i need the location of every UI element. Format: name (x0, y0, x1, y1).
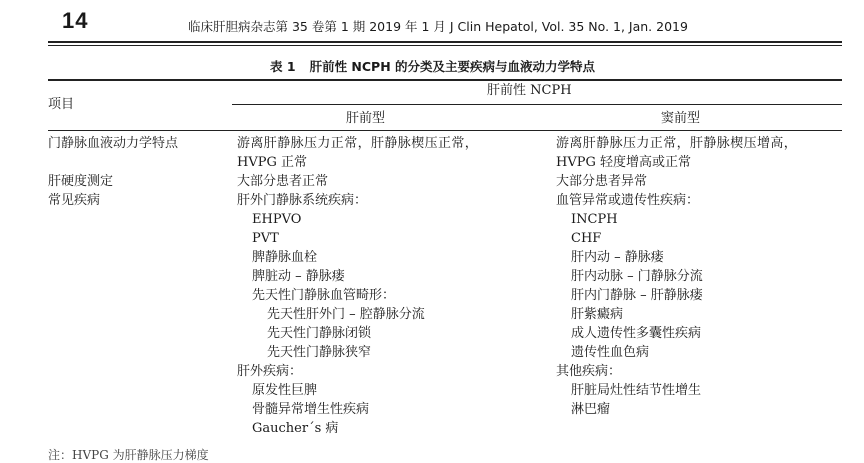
disease-list-item: 先天性肝外门 – 腔静脉分流 (267, 307, 425, 322)
page-number: 14 (62, 8, 89, 33)
cell-hemodynamics-prehepatic-line2: HVPG 正常 (237, 155, 307, 170)
table-top-rule (48, 79, 842, 81)
footnote-fragment: 注：HVPG 为肝静脉压力梯度 (48, 448, 209, 462)
disease-list-item: 肝内动 – 静脉瘘 (571, 250, 664, 265)
disease-list-item: 淋巴瘤 (571, 402, 611, 417)
disease-list-item: 肝脏局灶性结节性增生 (571, 383, 702, 398)
disease-list-item: 先天性门静脉闭锁 (267, 326, 372, 341)
table-group-rule (232, 104, 842, 105)
disease-list-item: Gaucher´s 病 (252, 421, 339, 436)
disease-list-item: 肝外疾病： (237, 364, 303, 379)
header-prehepatic: 肝前型 (346, 111, 386, 126)
table-caption (270, 57, 595, 75)
disease-list-item: INCPH (571, 212, 618, 227)
header-presinusoidal: 窦前型 (661, 111, 701, 126)
cell-hemodynamics-presinusoidal-line2: HVPG 轻度增高或正常 (556, 155, 691, 170)
disease-list-item: 脾静脉血栓 (252, 250, 318, 265)
disease-list-item: 遗传性血色病 (571, 345, 650, 360)
cell-stiffness-prehepatic: 大部分患者正常 (237, 174, 329, 189)
disease-list-item: 先天性门静脉狭窄 (267, 345, 372, 360)
table-header-bottom-rule (48, 130, 842, 131)
header-rule-thin (48, 45, 842, 46)
disease-list-item: PVT (252, 231, 279, 246)
row-label-common-diseases: 常见疾病 (48, 193, 101, 208)
disease-list-item: 肝内动脉 – 门静脉分流 (571, 269, 703, 284)
table-title: 肝前性 NCPH 的分类及主要疾病与血液动力学特点 (309, 59, 596, 74)
disease-list-item: 先天性门静脉血管畸形： (252, 288, 396, 303)
row-label-hemodynamics: 门静脉血液动力学特点 (48, 136, 179, 151)
table-label: 表 1 (270, 59, 296, 74)
header-item: 项目 (48, 97, 75, 112)
disease-list-item: 原发性巨脾 (252, 383, 318, 398)
disease-list-item: 血管异常或遗传性疾病： (556, 193, 700, 208)
disease-list-item: 肝紫癜病 (571, 307, 624, 322)
cell-hemodynamics-prehepatic-line1: 游离肝静脉压力正常，肝静脉楔压正常， (237, 136, 479, 151)
disease-list-item: 肝外门静脉系统疾病： (237, 193, 368, 208)
header-group: 肝前性 NCPH (487, 83, 572, 98)
disease-list-item: 成人遗传性多囊性疾病 (571, 326, 702, 341)
running-header: 临床肝胆病杂志第 35 卷第 1 期 2019 年 1 月 J Clin Hepatol, Vol. 35 No. 1, Jan. 2019 (188, 19, 688, 34)
cell-hemodynamics-presinusoidal-line1: 游离肝静脉压力正常，肝静脉楔压增高， (556, 136, 798, 151)
disease-list-item: EHPVO (252, 212, 302, 227)
cell-stiffness-presinusoidal: 大部分患者异常 (556, 174, 648, 189)
disease-list-item: 肝内门静脉 – 肝静脉瘘 (571, 288, 703, 303)
disease-list-item: 脾脏动 – 静脉瘘 (252, 269, 345, 284)
disease-list-item: CHF (571, 231, 602, 246)
header-rule-thick (48, 41, 842, 43)
disease-list-item: 骨髓异常增生性疾病 (252, 402, 370, 417)
disease-list-item: 其他疾病： (556, 364, 622, 379)
row-label-liver-stiffness: 肝硬度测定 (48, 174, 114, 189)
